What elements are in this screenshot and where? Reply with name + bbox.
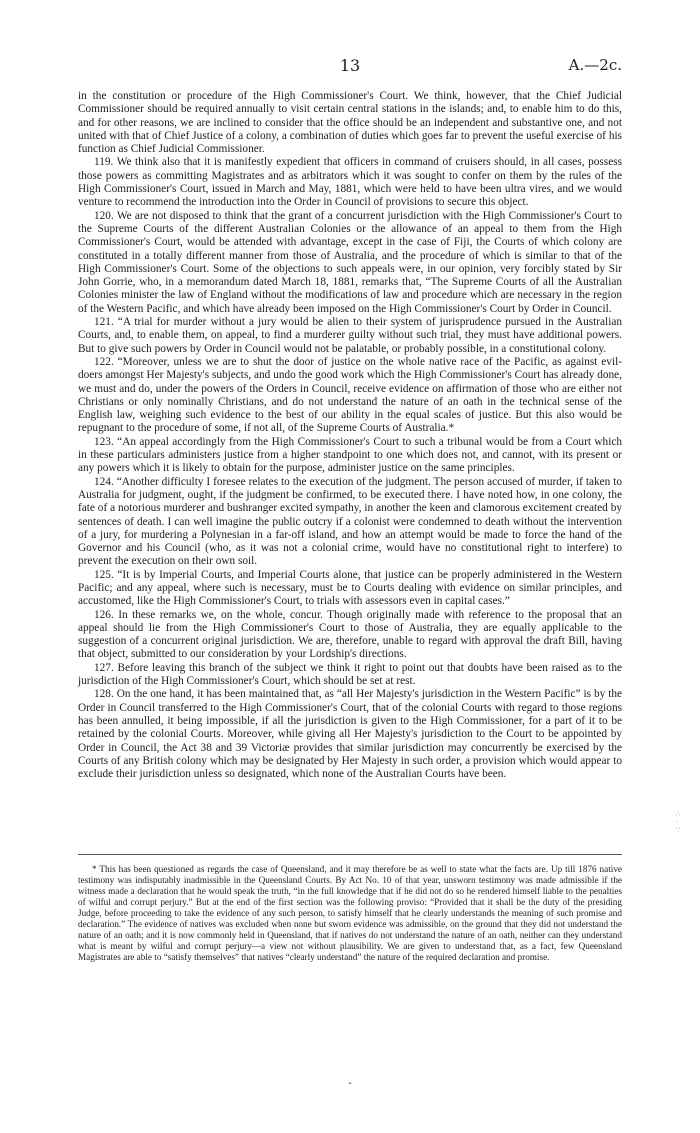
- paragraph-127: 127. Before leaving this branch of the subject we think it right to point out that doubts have been raised as to the jurisdiction of the High Commissioner's Court, which should be set at rest.: [78, 661, 622, 688]
- paragraph-121: 121. “A trial for murder without a jury would be alien to their system of jurisprudence pursued in the Australian Courts, and, to enable them, on appeal, to find a murderer guilty without such trial, they must have additional powers. But to give such powers by Order in Council would not be palatable, or probably possible, in a constitutional colony.: [78, 316, 622, 355]
- margin-smudge: ∴ · ∵: [676, 810, 681, 834]
- footnote-section: [78, 864, 622, 963]
- paragraph-120: 120. We are not disposed to think that the grant of a concurrent jurisdiction with the High Commissioner's Court to the Supreme Courts of the different Australian Colonies or the allowance of an appeal to them from the High Commissioner's Court, would be attended with advantage, except in the case of Fiji, the Courts of which colony are constituted in a totally different manner from those of Australia, and the procedure of which is similar to that of the High Commissioner's Court. Some of the objections to such appeals were, in our opinion, very forcibly stated by Sir John Gorrie, who, in a memorandum dated March 18, 1881, remarks that, “The Supreme Courts of all the Australian Colonies minister the law of England without the modifications of law and procedure which are necessary in the region of the Western Pacific, and which have already been imposed on the High Commissioner's Court by Order in Council.: [78, 209, 622, 315]
- paragraph-123: 123. “An appeal accordingly from the High Commissioner's Court to such a tribunal would be from a Court which in these particulars administers justice from a higher standpoint to one which does not, and cannot, with its present or any powers which it is likely to obtain for the purpose, administer justice on the same principles.: [78, 435, 622, 475]
- page-footer-dash: -: [348, 1078, 352, 1089]
- paragraph-126: 126. In these remarks we, on the whole, concur. Though originally made with reference to the proposal that an appeal should lie from the High Commissioner's Court to those of Australia, they are equally applicable to the suggestion of a concurrent original jurisdiction. We are, therefore, unable to regard with approval the draft Bill, having that object, submitted to our consideration by your Lordship's directions.: [78, 608, 622, 661]
- paragraph-continuation: in the constitution or procedure of the High Commissioner's Court. We think, however, that the Chief Judicial Commissioner should be required annually to visit certain central stations in the islands; and, to enable him to do this, and for other reasons, we are inclined to consider that the office should be an independent and substantive one, and not united with that of Chief Justice of a colony, a combination of duties which goes far to prevent the useful exercise of his function as Chief Judicial Commissioner.: [78, 90, 622, 156]
- document-reference: A.—2c.: [568, 56, 622, 74]
- page-header: [78, 56, 622, 76]
- paragraph-124: 124. “Another difficulty I foresee relates to the execution of the judgment. The person accused of murder, if taken to Australia for judgment, ought, if the judgment be confirmed, to be executed there. I have noted how, in one colony, the fate of a notorious murderer and bushranger excited sympathy, in another the keen and clamorous excitement created by sentences of death. I can well imagine the public outcry if a colonist were condemned to death without the intervention of a jury, for murdering a Polynesian in a far-off island, and how an attempt would be made to force the hand of the Governor and his Council (who, as it was not a colonial crime, would have no constitutional right to interfere) to prevent the execution on their own soil.: [78, 475, 622, 568]
- footnote-text: * This has been questioned as regards the case of Queensland, and it may therefore be as well to state what the facts are. Up till 1876 native testimony was indisputably inadmissible in the Queensland Courts. By Act No. 10 of that year, unsworn testimony was made admissible if the witness made a declaration that he would speak the truth, “in the full knowledge that if he did not do so he rendered himself liable to the penalties of wilful and corrupt perjury.” But at the end of the first section was the following proviso: “Provided that it shall be the duty of the presiding Judge, before proceeding to take the evidence of any such person, to satisfy himself that he clearly understands the meaning of such promise and declaration.” The evidence of natives was excluded when none but sworn evidence was admissible, on the ground that they did not understand the nature of an oath; and it is now commonly held in Queensland, that if natives do not understand the nature of an oath, neither can they understand what is meant by wilful and corrupt perjury—a view not without plausibility. We are given to understand that, as a fact, few Queensland Magistrates are able to “satisfy themselves” that natives “clearly understand” the nature of the required declaration and promise.: [78, 864, 622, 962]
- paragraph-119: 119. We think also that it is manifestly expedient that officers in command of cruisers should, in all cases, possess those powers as committing Magistrates and as arbitrators which it was sought to confer on them by the rules of the High Commissioner's Court, issued in March and May, 1881, which were held to have been ultra vires, and we would venture to recommend the introduction into the Order in Council of provisions to secure this object.: [78, 156, 622, 209]
- footnote-divider: [78, 854, 622, 855]
- page-number: 13: [339, 56, 361, 75]
- paragraph-122: 122. “Moreover, unless we are to shut the door of justice on the whole native race of the Pacific, as against evil-doers amongst Her Majesty's subjects, and undo the good work which the High Commissioner's Court has already done, we must and do, under the powers of the Orders in Council, receive evidence on affirmation of those who are either not Christians or only nominally Christians, and do not understand the nature of an oath in the technical sense of the English law, weighing such evidence to the best of our ability in the equal scales of justice. But this also would be repugnant to the procedure of some, if not all, of the Supreme Courts of Australia.*: [78, 355, 622, 435]
- paragraph-125: 125. “It is by Imperial Courts, and Imperial Courts alone, that justice can be properly administered in the Western Pacific; and any appeal, where such is necessary, must be to Courts dealing with evidence on similar principles, and accustomed, like the High Commissioner's Court, to trials with assessors even in capital cases.”: [78, 568, 622, 608]
- paragraph-128: 128. On the one hand, it has been maintained that, as “all Her Majesty's jurisdiction in the Western Pacific” is by the Order in Council transferred to the High Commissioner's Court, that of the colonial Courts with regard to those regions has been annulled, it being impossible, if all the jurisdiction is given to the High Commissioner, for a part of it to be retained by the colonial Courts. Moreover, while giving all Her Majesty's jurisdiction to the Court to be appointed by Order in Council, the Act 38 and 39 Victoriæ provides that similar jurisdiction may concurrently be exercised by the Courts of any British colony which may be designated by Her Majesty in such order, a provision which would appear to exclude their jurisdiction unless so designated, which none of the Australian Courts have been.: [78, 688, 622, 781]
- body-text: [78, 90, 622, 781]
